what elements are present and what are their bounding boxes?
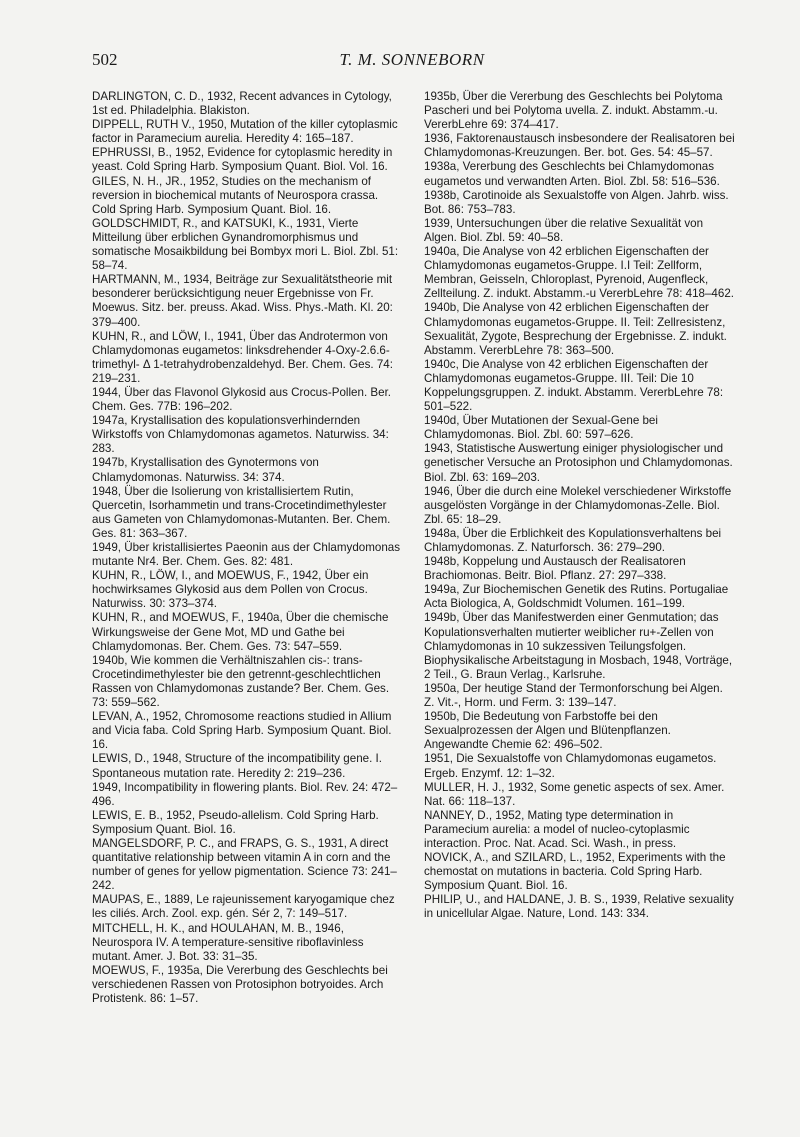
reference-entry: KUHN, R., LÖW, I., and MOEWUS, F., 1942, Über ein hochwirksames Glykosid aus dem Pollen von Crocus. Naturwiss. 30: 373–374. [92, 569, 369, 611]
reference-entry: 1948b, Koppelung und Austausch der Realisatoren Brachiomonas. Beitr. Biol. Pflanz. 27: 297–338. [424, 555, 686, 583]
reference-entry: 1936, Faktorenaustausch insbesondere der Realisatoren bei Chlamydomonas-Kreuzungen. Ber. bot. Ges. 54: 45–57. [424, 132, 735, 160]
reference-entry: 1950b, Die Bedeutung von Farbstoffe bei den Sexualprozessen der Algen und Blütenpflanzen. Angewandte Chemie 62: 496–502. [424, 710, 671, 752]
running-title: T. M. SONNEBORN [339, 50, 485, 69]
reference-entry: 1949, Incompatibility in flowering plants. Biol. Rev. 24: 472–496. [92, 780, 398, 808]
reference-entry: 1947a, Krystallisation des kopulationsverhindernden Wirkstoffs von Chlamydomonas agametos. Naturwiss. 34: 283. [92, 414, 389, 456]
reference-entry: LEWIS, D., 1948, Structure of the incompatibility gene. I. Spontaneous mutation rate. Heredity 2: 219–236. [92, 752, 382, 780]
reference-entry: GOLDSCHMIDT, R., and KATSUKI, K., 1931, Vierte Mitteilung über erblichen Gynandromorphismus und somatische Mosaikbildung bei Bombyx mori L. Biol. Zbl. 51: 58–74. [92, 216, 399, 273]
reference-entry: 1947b, Krystallisation des Gynotermons von Chlamydomonas. Naturwiss. 34: 374. [92, 456, 319, 484]
reference-entry: 1948, Über die Isolierung von kristallisiertem Rutin, Quercetin, Isorhammetin und trans-Crocetindimethylester aus Gameten von Chlamydomonas-Mutanten. Ber. Chem. Ges. 81: 363–367. [92, 484, 391, 540]
reference-entry: HARTMANN, M., 1934, Beiträge zur Sexualitätstheorie mit besonderer berücksichtigung neuer Ergebnisse von Fr. Moewus. Sitz. ber. preuss. Akad. Wiss. Phys.-Math. Kl. 20: 379–400. [92, 273, 393, 329]
reference-entry: 1948a, Über die Erblichkeit des Kopulationsverhaltens bei Chlamydomonas. Z. Naturforsch. 36: 279–290. [424, 526, 722, 554]
reference-entry: EPHRUSSI, B., 1952, Evidence for cytoplasmic heredity in yeast. Cold Spring Harb. Symposium Quant. Biol. Vol. 16. [92, 146, 393, 174]
references-left-column [92, 90, 404, 1006]
reference-entry: 1938a, Vererbung des Geschlechts bei Chlamydomonas eugametos und verwandten Arten. Biol. Zbl. 58: 516–536. [424, 160, 720, 188]
reference-entry: KUHN, R., and MOEWUS, F., 1940a, Über die chemische Wirkungsweise der Gene Mot, MD und Gathe bei Chlamydomonas. Ber. Chem. Ges. 73: 547–559. [92, 611, 389, 653]
reference-entry: 1940b, Die Analyse von 42 erblichen Eigenschaften der Chlamydomonas eugametos-Gruppe. II. Teil: Zellresistenz, Sexualität, Zygote, Besprechung der Ergebnisse. Z. indukt. Abstamm. VererbLehre 78: 363–500. [424, 301, 727, 357]
page-header [92, 50, 732, 76]
reference-entry: MITCHELL, H. K., and HOULAHAN, M. B., 1946, Neurospora IV. A temperature-sensitive riboflavinless mutant. Amer. J. Bot. 33: 31–35. [92, 921, 364, 963]
reference-entry: 1950a, Der heutige Stand der Termonforschung bei Algen. Z. Vit.-, Horm. und Ferm. 3: 139–147. [424, 681, 723, 710]
reference-entry: LEWIS, E. B., 1952, Pseudo-allelism. Cold Spring Harb. Symposium Quant. Biol. 16. [92, 808, 379, 836]
reference-entry: MOEWUS, F., 1935a, Die Vererbung des Geschlechts bei verschiedenen Rassen von Protosiphon botryoides. Arch Protistenk. 86: 1–57. [92, 963, 388, 1005]
reference-entry: NANNEY, D., 1952, Mating type determination in Paramecium aurelia: a model of nucleo-cytoplasmic interaction. Proc. Nat. Acad. Sci. Wash., in press. [424, 808, 690, 850]
reference-entry: KUHN, R., and LÖW, I., 1941, Über das Androtermon von Chlamydomonas eugametos: linksdrehender 4-Oxy-2.6.6-trimethyl- Δ 1-tetrahydrobenzaldehyd. Ber. Chem. Ges. 74: 219–231. [92, 329, 393, 385]
reference-entry: 1935b, Über die Vererbung des Geschlechts bei Polytoma Pascheri und bei Polytoma uvella. Z. indukt. Abstamm.-u. VererbLehre 69: 374–417. [424, 90, 723, 132]
reference-entry: 1949, Über kristallisiertes Paeonin aus der Chlamydomonas mutante Nr4. Ber. Chem. Ges. 82: 481. [92, 541, 401, 569]
reference-entry: 1940a, Die Analyse von 42 erblichen Eigenschaften der Chlamydomonas eugametos-Gruppe. I.I Teil: Zellform, Membran, Geisseln, Chloroplast, Pyrenoid, Augenfleck, Zellteilung. Z. indukt. Abstamm.-u VererbLehre 78: 418–462. [424, 245, 734, 301]
reference-entry: 1951, Die Sexualstoffe von Chlamydomonas eugametos. Ergeb. Enzymf. 12: 1–32. [424, 752, 717, 780]
reference-entry: MANGELSDORF, P. C., and FRAPS, G. S., 1931, A direct quantitative relationship between vitamin A in corn and the number of genes for yellow pigmentation. Science 73: 241–242. [92, 836, 397, 893]
reference-entry: 1946, Über die durch eine Molekel verschiedener Wirkstoffe ausgelösten Vorgänge in der Chlamydomonas-Zelle. Biol. Zbl. 65: 18–29. [424, 484, 732, 526]
reference-entry: 1940c, Die Analyse von 42 erblichen Eigenschaften der Chlamydomonas eugametos-Gruppe. III. Teil: Die 10 Koppelungsgruppen. Z. indukt. Abstamm. VererbLehre 78: 501–522. [424, 357, 724, 414]
reference-entry: 1949a, Zur Biochemischen Genetik des Rutins. Portugaliae Acta Biologica, A, Goldschmidt Volumen. 161–199. [424, 583, 729, 611]
reference-entry: DARLINGTON, C. D., 1932, Recent advances in Cytology, 1st ed. Philadelphia. Blakiston. [92, 90, 392, 118]
reference-entry: NOVICK, A., and SZILARD, L., 1952, Experiments with the chemostat on mutations in bacteria. Cold Spring Harb. Symposium Quant. Biol. 16. [424, 851, 726, 893]
references-right-column [424, 90, 736, 922]
reference-entry: 1940b, Wie kommen die Verhältniszahlen cis-: trans-Crocetindimethylester bie den getrennt-geschlechtlichen Rassen von Chlamydomonas zustande? Ber. Chem. Ges. 73: 559–562. [92, 653, 390, 710]
reference-entry: MAUPAS, E., 1889, Le rajeunissement karyogamique chez les ciliés. Arch. Zool. exp. gén. Sér 2, 7: 149–517. [92, 893, 395, 921]
reference-entry: PHILIP, U., and HALDANE, J. B. S., 1939, Relative sexuality in unicellular Algae. Nature, Lond. 143: 334. [424, 893, 734, 921]
reference-entry: 1944, Über das Flavonol Glykosid aus Crocus-Pollen. Ber. Chem. Ges. 77B: 196–202. [92, 385, 392, 414]
page-number: 502 [92, 50, 118, 69]
reference-entry: LEVAN, A., 1952, Chromosome reactions studied in Allium and Vicia faba. Cold Spring Harb. Symposium Quant. Biol. 16. [92, 710, 392, 752]
reference-entry: 1938b, Carotinoide als Sexualstoffe von Algen. Jahrb. wiss. Bot. 86: 753–783. [424, 188, 729, 216]
reference-entry: 1949b, Über das Manifestwerden einer Genmutation; das Kopulationsverhalten mutierter weiblicher ru+-Zellen von Chlamydomonas in 10 sukzessiven Teilungsfolgen. Biophysikalische Arbeitstagung in Mosbach, 1948, Vorträge, 2 Teil., G. Braun Verlag., Karlsruhe. [424, 611, 733, 681]
reference-entry: 1940d, Über Mutationen der Sexual-Gene bei Chlamydomonas. Biol. Zbl. 60: 597–626. [424, 414, 658, 442]
reference-entry: 1943, Statistische Auswertung einiger physiologischer und genetischer Versuche an Protosiphon und Chlamydomonas. Biol. Zbl. 63: 169–203. [424, 442, 733, 484]
reference-entry: DIPPELL, RUTH V., 1950, Mutation of the killer cytoplasmic factor in Paramecium aurelia. Heredity 4: 165–187. [92, 118, 398, 146]
reference-entry: GILES, N. H., JR., 1952, Studies on the mechanism of reversion in biochemical mutants of Neurospora crassa. Cold Spring Harb. Symposium Quant. Biol. 16. [92, 174, 379, 216]
reference-entry: MULLER, H. J., 1932, Some genetic aspects of sex. Amer. Nat. 66: 118–137. [424, 780, 725, 808]
reference-entry: 1939, Untersuchungen über die relative Sexualität von Algen. Biol. Zbl. 59: 40–58. [424, 216, 704, 244]
